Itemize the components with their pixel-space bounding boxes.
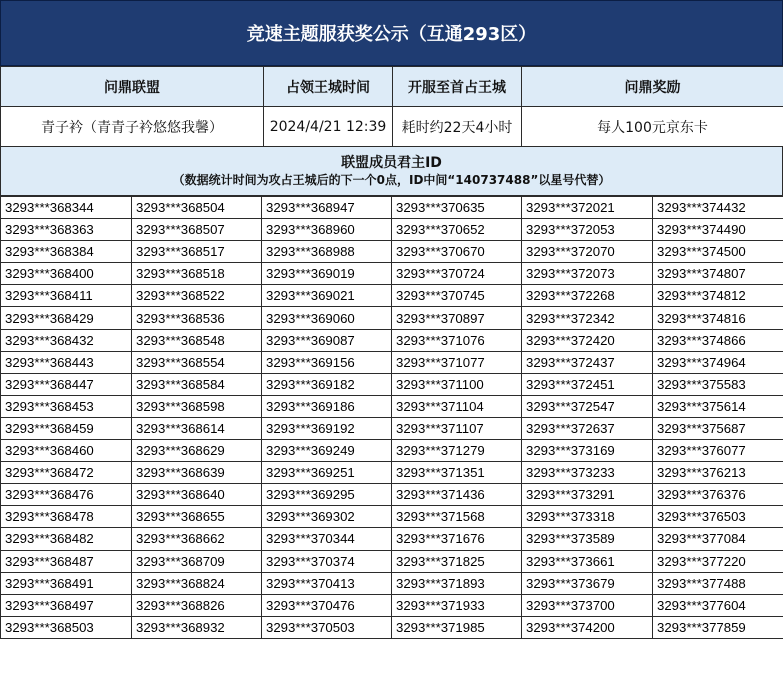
member-id-cell: 3293***369182 — [262, 373, 392, 395]
member-id-cell: 3293***369060 — [262, 307, 392, 329]
member-id-cell: 3293***369302 — [262, 506, 392, 528]
member-id-cell: 3293***372073 — [522, 263, 653, 285]
member-id-cell: 3293***368584 — [132, 373, 262, 395]
member-id-cell: 3293***372547 — [522, 395, 653, 417]
member-id-cell: 3293***368988 — [262, 241, 392, 263]
member-id-cell: 3293***368517 — [132, 241, 262, 263]
member-id-cell: 3293***371825 — [392, 550, 522, 572]
member-id-cell: 3293***369019 — [262, 263, 392, 285]
member-id-cell: 3293***368826 — [132, 594, 262, 616]
member-id-cell: 3293***376503 — [653, 506, 783, 528]
members-header — [0, 146, 783, 196]
table-row — [1, 329, 783, 351]
header-reward: 问鼎奖励 — [522, 67, 783, 107]
member-id-cell: 3293***368598 — [132, 395, 262, 417]
capture-time: 2024/4/21 12:39 — [264, 107, 393, 147]
member-id-cell: 3293***368554 — [132, 351, 262, 373]
member-id-cell: 3293***373679 — [522, 572, 653, 594]
member-id-cell: 3293***377220 — [653, 550, 783, 572]
table-row — [1, 572, 783, 594]
member-id-cell: 3293***373589 — [522, 528, 653, 550]
member-id-cell: 3293***369192 — [262, 417, 392, 439]
member-id-cell: 3293***368629 — [132, 440, 262, 462]
member-id-cell: 3293***373700 — [522, 594, 653, 616]
member-id-cell: 3293***371893 — [392, 572, 522, 594]
member-id-cell: 3293***368429 — [1, 307, 132, 329]
header-time-to-capture: 开服至首占王城 — [393, 67, 522, 107]
member-id-cell: 3293***377604 — [653, 594, 783, 616]
member-id-cell: 3293***368411 — [1, 285, 132, 307]
member-id-cell: 3293***374500 — [653, 241, 783, 263]
member-id-cell: 3293***368503 — [1, 616, 132, 638]
member-id-cell: 3293***368507 — [132, 219, 262, 241]
member-id-cell: 3293***369295 — [262, 484, 392, 506]
reward: 每人100元京东卡 — [522, 107, 783, 147]
member-id-cell: 3293***370476 — [262, 594, 392, 616]
info-value-row — [1, 107, 783, 147]
members-title: 联盟成员君主ID — [341, 155, 442, 171]
member-id-cell: 3293***368640 — [132, 484, 262, 506]
member-id-cell: 3293***374964 — [653, 351, 783, 373]
member-id-cell: 3293***376077 — [653, 440, 783, 462]
time-to-capture: 耗时约22天4小时 — [393, 107, 522, 147]
member-id-cell: 3293***371076 — [392, 329, 522, 351]
header-alliance: 问鼎联盟 — [1, 67, 264, 107]
member-id-cell: 3293***371933 — [392, 594, 522, 616]
member-id-cell: 3293***377084 — [653, 528, 783, 550]
table-row — [1, 351, 783, 373]
member-id-cell: 3293***368363 — [1, 219, 132, 241]
member-id-cell: 3293***370745 — [392, 285, 522, 307]
member-id-cell: 3293***369087 — [262, 329, 392, 351]
member-id-cell: 3293***374812 — [653, 285, 783, 307]
member-id-cell: 3293***371279 — [392, 440, 522, 462]
member-id-cell: 3293***374432 — [653, 197, 783, 219]
member-id-cell: 3293***370670 — [392, 241, 522, 263]
table-row — [1, 263, 783, 285]
table-row — [1, 285, 783, 307]
member-id-cell: 3293***371985 — [392, 616, 522, 638]
member-id-cell: 3293***373291 — [522, 484, 653, 506]
member-id-cell: 3293***375614 — [653, 395, 783, 417]
member-id-cell: 3293***374866 — [653, 329, 783, 351]
member-id-cell: 3293***370374 — [262, 550, 392, 572]
member-id-cell: 3293***368487 — [1, 550, 132, 572]
member-id-cell: 3293***375583 — [653, 373, 783, 395]
sheet-title: 竞速主题服获奖公示（互通293区） — [0, 0, 783, 66]
member-id-cell: 3293***371351 — [392, 462, 522, 484]
member-id-cell: 3293***374200 — [522, 616, 653, 638]
members-note: （数据统计时间为攻占王城后的下一个0点，ID中间“140737488”以星号代替） — [172, 173, 611, 187]
table-row — [1, 417, 783, 439]
member-id-cell: 3293***373318 — [522, 506, 653, 528]
member-id-cell: 3293***368504 — [132, 197, 262, 219]
table-row — [1, 594, 783, 616]
table-row — [1, 307, 783, 329]
member-id-cell: 3293***370413 — [262, 572, 392, 594]
table-row — [1, 440, 783, 462]
member-id-cell: 3293***368491 — [1, 572, 132, 594]
member-id-cell: 3293***373661 — [522, 550, 653, 572]
member-id-cell: 3293***370635 — [392, 197, 522, 219]
table-row — [1, 484, 783, 506]
member-id-cell: 3293***369156 — [262, 351, 392, 373]
table-row — [1, 395, 783, 417]
header-capture-time: 占领王城时间 — [264, 67, 393, 107]
member-id-cell: 3293***368522 — [132, 285, 262, 307]
member-id-cell: 3293***368639 — [132, 462, 262, 484]
member-id-cell: 3293***374807 — [653, 263, 783, 285]
member-id-cell: 3293***368432 — [1, 329, 132, 351]
member-id-cell: 3293***368472 — [1, 462, 132, 484]
member-id-cell: 3293***368460 — [1, 440, 132, 462]
member-id-cell: 3293***368709 — [132, 550, 262, 572]
member-id-cell: 3293***373233 — [522, 462, 653, 484]
table-row — [1, 528, 783, 550]
award-info-table — [0, 66, 783, 147]
member-id-cell: 3293***369249 — [262, 440, 392, 462]
member-id-cell: 3293***375687 — [653, 417, 783, 439]
table-row — [1, 550, 783, 572]
member-id-cell: 3293***374816 — [653, 307, 783, 329]
member-id-cell: 3293***376213 — [653, 462, 783, 484]
member-id-cell: 3293***372342 — [522, 307, 653, 329]
member-id-cell: 3293***368536 — [132, 307, 262, 329]
member-id-cell: 3293***368655 — [132, 506, 262, 528]
member-id-cell: 3293***372053 — [522, 219, 653, 241]
member-id-cell: 3293***368960 — [262, 219, 392, 241]
member-id-cell: 3293***368400 — [1, 263, 132, 285]
member-id-cell: 3293***369186 — [262, 395, 392, 417]
member-id-cell: 3293***371676 — [392, 528, 522, 550]
member-id-cell: 3293***368447 — [1, 373, 132, 395]
member-id-cell: 3293***368384 — [1, 241, 132, 263]
member-id-cell: 3293***368478 — [1, 506, 132, 528]
member-id-cell: 3293***370724 — [392, 263, 522, 285]
alliance-name: 青子衿（青青子衿悠悠我馨） — [1, 107, 264, 147]
member-id-cell: 3293***370503 — [262, 616, 392, 638]
member-id-cell: 3293***377859 — [653, 616, 783, 638]
member-id-cell: 3293***368497 — [1, 594, 132, 616]
member-id-cell: 3293***368459 — [1, 417, 132, 439]
member-id-cell: 3293***377488 — [653, 572, 783, 594]
member-id-cell: 3293***371107 — [392, 417, 522, 439]
member-id-cell: 3293***369021 — [262, 285, 392, 307]
member-id-cell: 3293***368476 — [1, 484, 132, 506]
member-id-cell: 3293***371568 — [392, 506, 522, 528]
member-id-cell: 3293***368824 — [132, 572, 262, 594]
table-row — [1, 462, 783, 484]
table-row — [1, 197, 783, 219]
member-id-cell: 3293***370652 — [392, 219, 522, 241]
member-id-cell: 3293***368344 — [1, 197, 132, 219]
member-id-cell: 3293***372437 — [522, 351, 653, 373]
member-id-cell: 3293***368548 — [132, 329, 262, 351]
member-id-cell: 3293***370344 — [262, 528, 392, 550]
member-id-cell: 3293***368614 — [132, 417, 262, 439]
member-id-cell: 3293***368518 — [132, 263, 262, 285]
member-id-cell: 3293***371436 — [392, 484, 522, 506]
member-id-cell: 3293***368443 — [1, 351, 132, 373]
member-id-cell: 3293***372451 — [522, 373, 653, 395]
member-id-cell: 3293***368932 — [132, 616, 262, 638]
member-id-cell: 3293***372268 — [522, 285, 653, 307]
member-id-cell: 3293***371077 — [392, 351, 522, 373]
member-id-cell: 3293***372420 — [522, 329, 653, 351]
member-id-cell: 3293***376376 — [653, 484, 783, 506]
member-id-cell: 3293***373169 — [522, 440, 653, 462]
member-id-cell: 3293***372021 — [522, 197, 653, 219]
member-id-cell: 3293***372070 — [522, 241, 653, 263]
member-id-cell: 3293***368662 — [132, 528, 262, 550]
member-id-cell: 3293***371100 — [392, 373, 522, 395]
member-id-cell: 3293***370897 — [392, 307, 522, 329]
table-row — [1, 616, 783, 638]
member-id-cell: 3293***372637 — [522, 417, 653, 439]
table-row — [1, 506, 783, 528]
member-id-cell: 3293***368482 — [1, 528, 132, 550]
member-id-cell: 3293***368453 — [1, 395, 132, 417]
member-id-table — [0, 196, 783, 639]
member-id-cell: 3293***371104 — [392, 395, 522, 417]
table-row — [1, 219, 783, 241]
member-id-cell: 3293***368947 — [262, 197, 392, 219]
table-row — [1, 373, 783, 395]
info-header-row — [1, 67, 783, 107]
table-row — [1, 241, 783, 263]
member-id-cell: 3293***374490 — [653, 219, 783, 241]
member-id-cell: 3293***369251 — [262, 462, 392, 484]
